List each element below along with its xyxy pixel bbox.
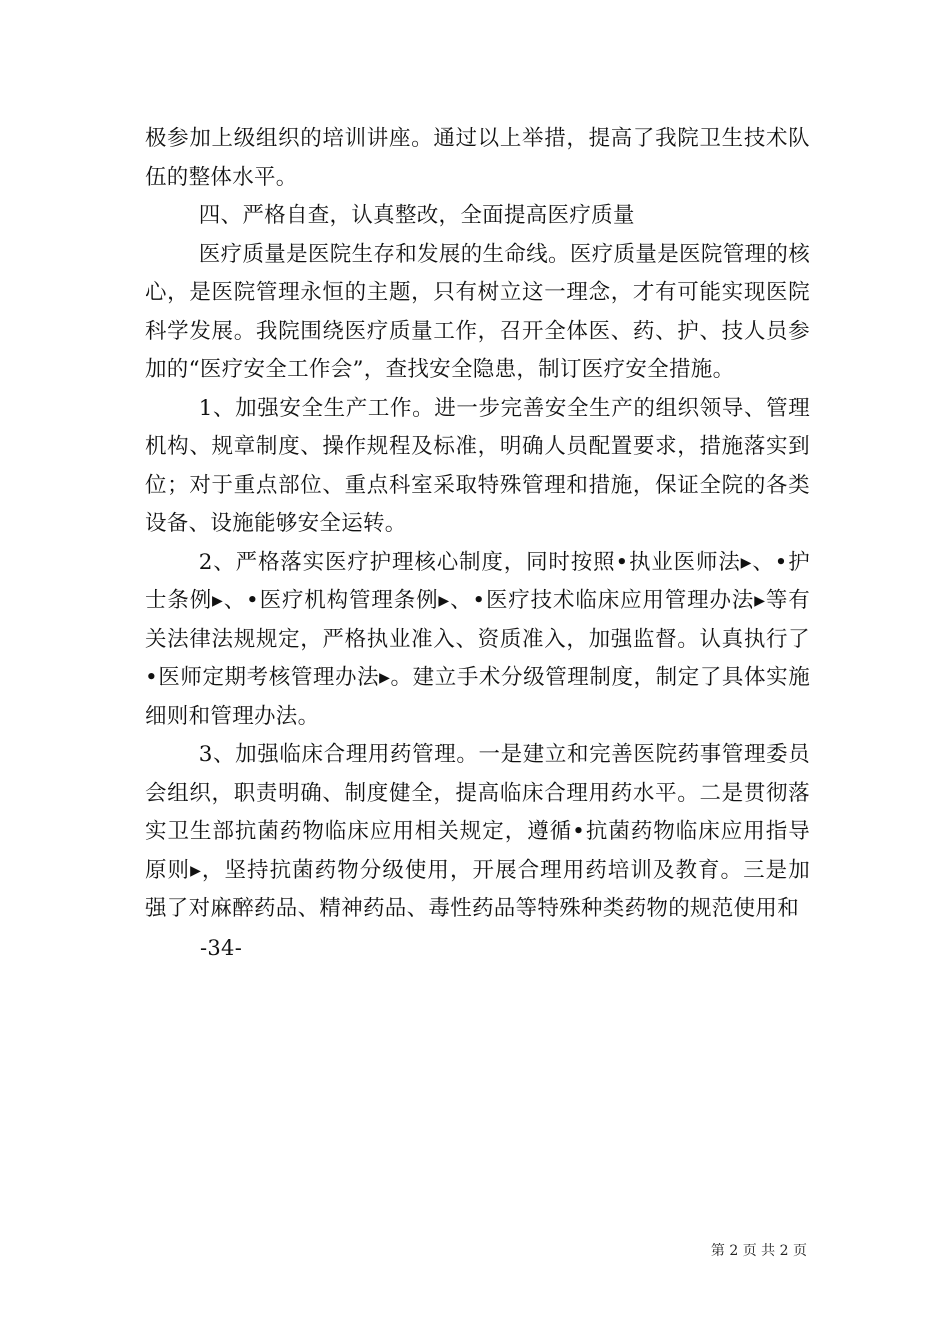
paragraph-6: 3、加强临床合理用药管理。一是建立和完善医院药事管理委员会组织，职责明确、制度健全，提高临床合理用药水平。二是贯彻落实卫生部抗菌药物临床应用相关规定，遵循•抗菌药物临床应用指导原则▸，坚持抗菌药物分级使用，开展合理用药培训及教育。三是加强了对麻醉药品、精神药品、毒性药品等特殊种类药物的规范使用和 (145, 742, 810, 921)
paragraph-1: 极参加上级组织的培训讲座。通过以上举措，提高了我院卫生技术队伍的整体水平。 (145, 126, 810, 190)
paragraph-4: 1、加强安全生产工作。进一步完善安全生产的组织领导、管理机构、规章制度、操作规程及标准，明确人员配置要求，措施落实到位；对于重点部位、重点科室采取特殊管理和措施，保证全院的各类设备、设施能够安全运转。 (145, 395, 810, 536)
footer-page-indicator: 第 2 页 共 2 页 (710, 1243, 807, 1259)
inline-page-number: -34- (200, 935, 243, 960)
section-heading: 四、严格自查，认真整改，全面提高医疗质量 (198, 203, 635, 228)
paragraph-3: 医疗质量是医院生存和发展的生命线。医疗质量是医院管理的核心，是医院管理永恒的主题，只有树立这一理念，才有可能实现医院科学发展。我院围绕医疗质量工作，召开全体医、药、护、技人员参加的“医疗安全工作会”，查找安全隐患，制订医疗安全措施。 (145, 241, 810, 382)
document-body (145, 120, 810, 967)
paragraph-5: 2、严格落实医疗护理核心制度，同时按照•执业医师法▸、•护士条例▸、•医疗机构管理条例▸、•医疗技术临床应用管理办法▸等有关法律法规规定，严格执业准入、资质准入，加强监督。认真执行了•医师定期考核管理办法▸。建立手术分级管理制度，制定了具体实施细则和管理办法。 (145, 549, 810, 729)
